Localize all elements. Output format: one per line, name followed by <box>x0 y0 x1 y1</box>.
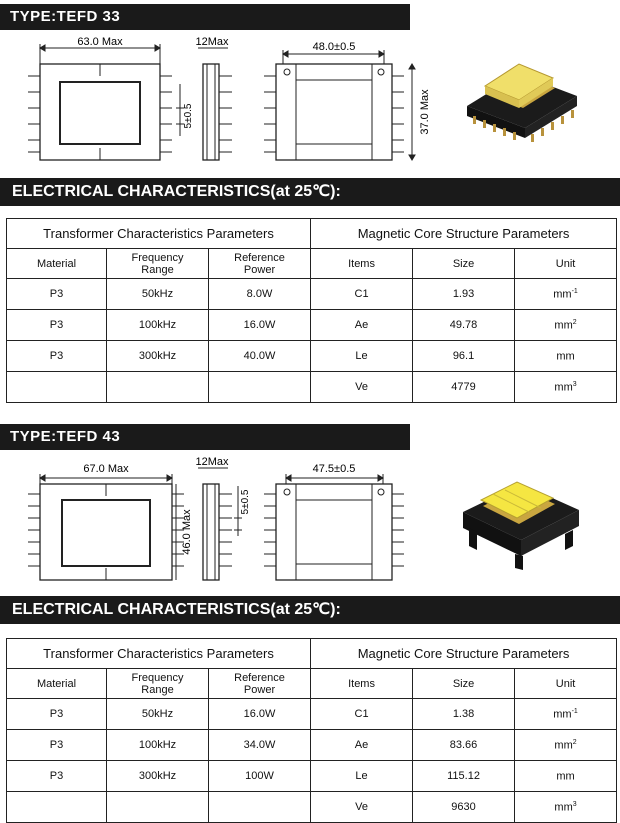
cell-power <box>209 372 311 403</box>
cell-material: P3 <box>7 730 107 761</box>
unit-exp: 2 <box>572 738 577 746</box>
cell-power: 8.0W <box>209 279 311 310</box>
table-row <box>7 372 617 403</box>
cell-unit <box>515 310 617 341</box>
dim-height: 46.0 Max <box>181 509 193 555</box>
cell-power: 40.0W <box>209 341 311 372</box>
cell-material: P3 <box>7 761 107 792</box>
cell-power: 16.0W <box>209 310 311 341</box>
dim-pin-span: 48.0±0.5 <box>312 41 356 53</box>
dim-thickness: 12Max <box>195 36 229 48</box>
cell-item: Ve <box>311 372 413 403</box>
cell-freq <box>107 792 209 823</box>
cell-unit <box>515 792 617 823</box>
col-header: Frequency Range <box>107 249 209 279</box>
type-title-bar <box>0 4 410 30</box>
cell-size: 9630 <box>413 792 515 823</box>
col-header: Size <box>413 669 515 699</box>
cell-size: 4779 <box>413 372 515 403</box>
dim-pitch: 5±0.5 <box>183 103 194 129</box>
dim-pin-span: 47.5±0.5 <box>312 463 356 475</box>
table-row <box>7 279 617 310</box>
group-right-header: Magnetic Core Structure Parameters <box>311 219 617 249</box>
cell-freq: 50kHz <box>107 279 209 310</box>
table-row <box>7 792 617 823</box>
cell-freq: 300kHz <box>107 761 209 792</box>
col-header: Size <box>413 249 515 279</box>
cell-item: Ve <box>311 792 413 823</box>
table-row <box>7 699 617 730</box>
col-header: Frequency Range <box>107 669 209 699</box>
cell-item: Le <box>311 761 413 792</box>
spec-table-2 <box>6 638 617 823</box>
group-right-header: Magnetic Core Structure Parameters <box>311 639 617 669</box>
cell-freq: 100kHz <box>107 310 209 341</box>
cell-material: P3 <box>7 310 107 341</box>
type-title: TYPE:TEFD 33 <box>10 8 121 25</box>
cell-power <box>209 792 311 823</box>
cell-item: C1 <box>311 699 413 730</box>
unit-text: mm <box>554 319 573 332</box>
col-header: Material <box>7 249 107 279</box>
unit-text: mm <box>553 288 572 301</box>
table-row <box>7 341 617 372</box>
dim-pitch: 5±0.5 <box>240 489 251 515</box>
type-title: TYPE:TEFD 43 <box>10 428 121 445</box>
unit-exp: 3 <box>572 800 577 808</box>
unit-exp: -1 <box>571 287 578 295</box>
dim-width: 67.0 Max <box>83 463 129 475</box>
dim-height: 37.0 Max <box>419 89 431 135</box>
group-left-header: Transformer Characteristics Parameters <box>7 639 311 669</box>
electrical-title-bar <box>0 596 620 624</box>
unit-exp: 3 <box>572 380 577 388</box>
unit-exp: -1 <box>571 707 578 715</box>
unit-text: mm <box>556 770 575 783</box>
col-header: Items <box>311 249 413 279</box>
cell-power: 16.0W <box>209 699 311 730</box>
col-header: Reference Power <box>209 249 311 279</box>
cell-unit <box>515 341 617 372</box>
cell-item: Ae <box>311 730 413 761</box>
col-header: Reference Power <box>209 669 311 699</box>
cell-size: 96.1 <box>413 341 515 372</box>
unit-text: mm <box>553 708 572 721</box>
cell-unit <box>515 730 617 761</box>
cell-unit <box>515 699 617 730</box>
electrical-title: ELECTRICAL CHARACTERISTICS(at 25℃): <box>12 601 341 618</box>
cell-power: 34.0W <box>209 730 311 761</box>
table-row <box>7 310 617 341</box>
type-title-bar <box>0 424 410 450</box>
dim-width: 63.0 Max <box>77 36 123 48</box>
cell-freq: 50kHz <box>107 699 209 730</box>
col-header: Items <box>311 669 413 699</box>
table-row <box>7 730 617 761</box>
col-header: Unit <box>515 249 617 279</box>
cell-material <box>7 792 107 823</box>
cell-item: C1 <box>311 279 413 310</box>
cell-freq <box>107 372 209 403</box>
cell-freq: 100kHz <box>107 730 209 761</box>
cell-size: 1.93 <box>413 279 515 310</box>
cell-size: 115.12 <box>413 761 515 792</box>
cell-unit <box>515 372 617 403</box>
table-row <box>7 761 617 792</box>
cell-unit <box>515 279 617 310</box>
cell-material <box>7 372 107 403</box>
unit-text: mm <box>554 381 573 394</box>
cell-size: 83.66 <box>413 730 515 761</box>
transformer-photo <box>455 476 585 576</box>
group-left-header: Transformer Characteristics Parameters <box>7 219 311 249</box>
unit-text: mm <box>556 350 575 363</box>
electrical-title-bar <box>0 178 620 206</box>
cell-item: Le <box>311 341 413 372</box>
cell-unit <box>515 761 617 792</box>
electrical-title: ELECTRICAL CHARACTERISTICS(at 25℃): <box>12 183 341 200</box>
unit-exp: 2 <box>572 318 577 326</box>
unit-text: mm <box>554 801 573 814</box>
cell-power: 100W <box>209 761 311 792</box>
transformer-photo <box>455 46 585 146</box>
cell-material: P3 <box>7 279 107 310</box>
col-header: Unit <box>515 669 617 699</box>
cell-size: 49.78 <box>413 310 515 341</box>
cell-item: Ae <box>311 310 413 341</box>
cell-freq: 300kHz <box>107 341 209 372</box>
cell-material: P3 <box>7 341 107 372</box>
spec-table-1 <box>6 218 617 403</box>
cell-size: 1.38 <box>413 699 515 730</box>
cell-material: P3 <box>7 699 107 730</box>
unit-text: mm <box>554 739 573 752</box>
dim-thickness: 12Max <box>195 456 229 468</box>
col-header: Material <box>7 669 107 699</box>
